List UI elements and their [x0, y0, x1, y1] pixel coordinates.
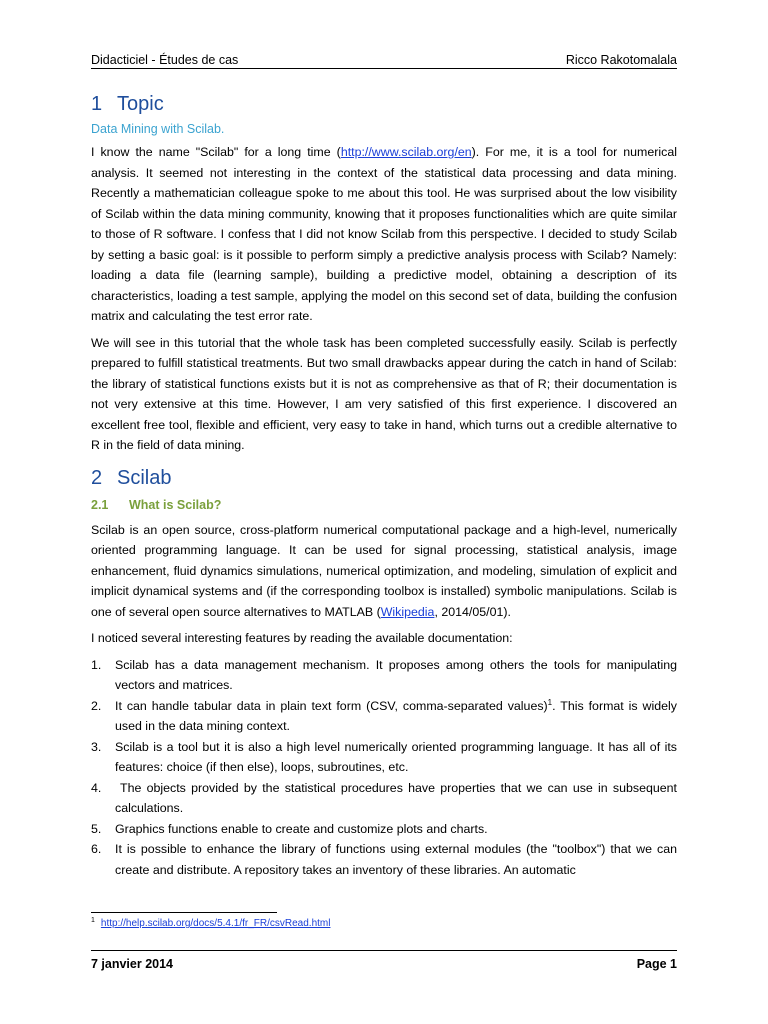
section-2-number: 2	[91, 466, 103, 489]
list-number: 1.	[91, 657, 102, 672]
list-text: . This format is widely used in the data mining context.	[115, 698, 677, 733]
section-1-paragraph-1	[91, 142, 677, 327]
list-number: 5.	[91, 821, 102, 836]
list-text: It is possible to enhance the library of functions using external modules (the "toolbox") that we can create and distribute. A repository takes an inventory of these libraries. An automatic	[115, 842, 677, 877]
header-title: Didacticiel - Études de cas	[91, 53, 239, 67]
page-header	[91, 47, 677, 67]
footnote-ref[interactable]: 1	[547, 697, 553, 707]
subsection-2-1-heading	[91, 498, 677, 512]
paragraph-text: , 2014/05/01).	[434, 604, 511, 619]
footnote	[91, 918, 330, 929]
footnote-rule	[91, 912, 277, 913]
section-1-number: 1	[91, 93, 103, 115]
list-number: 4.	[91, 780, 102, 795]
list-text: It can handle tabular data in plain text form (CSV, comma-separated values)	[115, 698, 548, 713]
paragraph-text: I know the name "Scilab" for a long time (	[91, 145, 341, 159]
list-item	[91, 655, 677, 696]
list-text: Graphics functions enable to create and customize plots and charts.	[115, 821, 488, 836]
list-item	[91, 819, 677, 840]
wikipedia-link[interactable]: Wikipedia	[380, 604, 435, 619]
page-body	[91, 90, 677, 880]
page-number: Page 1	[636, 957, 677, 971]
list-item	[91, 696, 677, 737]
subsection-number: 2.1	[91, 497, 109, 512]
section-2-paragraph-1	[91, 520, 677, 623]
section-2-heading	[91, 464, 677, 492]
section-1-paragraph-2: We will see in this tutorial that the whole task has been completed successfully easily. Scilab is perfectly prepared to fulfill statistical treatments. But two small drawbacks appear during the catch in hand of Scilab: the library of statistical functions exists but it is not as comprehensive as that of R; their documentation is not very extensive at this time. However, I am very satisfied of this first experience. I discovered an excellent free tool, flexible and efficient, very easy to take in hand, which turns out a credible alternative to R in the field of data mining.	[91, 335, 677, 452]
subsection-title: What is Scilab?	[129, 497, 222, 512]
header-rule	[91, 68, 677, 69]
list-number: 3.	[91, 739, 102, 754]
header-author: Ricco Rakotomalala	[565, 53, 677, 67]
page-footer	[91, 957, 677, 971]
section-2-title: Scilab	[117, 466, 172, 489]
footnote-mark: 1	[91, 916, 95, 924]
list-number: 2.	[91, 698, 102, 713]
section-1-subtitle: Data Mining with Scilab.	[91, 122, 225, 136]
list-text: Scilab is a tool but it is also a high level numerically oriented programming language. It has all of its features: choice (if then else), loops, subroutines, etc.	[115, 739, 677, 774]
footnote-link[interactable]: http://help.scilab.org/docs/5.4.1/fr_FR/csvRead.html	[100, 918, 331, 929]
list-item	[91, 737, 677, 778]
list-item	[91, 839, 677, 880]
list-number: 6.	[91, 842, 102, 856]
list-text: The objects provided by the statistical procedures have properties that we can use in subsequent calculations.	[115, 780, 677, 815]
scilab-link[interactable]: http://www.scilab.org/en	[340, 145, 472, 159]
features-list	[91, 655, 677, 881]
list-item	[91, 778, 677, 819]
footer-date: 7 janvier 2014	[91, 957, 174, 971]
section-2-paragraph-2: I noticed several interesting features by reading the available documentation:	[91, 631, 513, 645]
paragraph-text: Scilab is an open source, cross-platform numerical computational package and a high-level, numerically oriented programming language. It can be used for signal processing, statistical analysis, image enhancement, fluid dynamics simulations, numerical optimization, and modeling, simulation of explicit and implicit dynamical systems and (if the corresponding toolbox is installed) symbolic manipulations. Scilab is one of several open source alternatives to MATLAB (	[91, 522, 677, 619]
section-1-heading	[91, 90, 677, 118]
footer-rule	[91, 950, 677, 951]
list-text: Scilab has a data management mechanism. It proposes among others the tools for manipulating vectors and matrices.	[115, 657, 677, 692]
paragraph-text: ). For me, it is a tool for numerical analysis. It seemed not interesting in the context of the statistical data processing and data mining. Recently a mathematician colleague spoke to me about this tool. He was surprised about the low visibility of Scilab within the data mining community, knowing that it proposes functionalities which are quite similar to those of R software. I confess that I did not know Scilab from this perspective. I decided to study Scilab by setting a basic goal: is it possible to perform simply a predictive analysis process with Scilab? Namely: loading a data file (learning sample), building a predictive model, obtaining a description of its characteristics, loading a test sample, applying the model on this second set of data, building the confusion matrix and calculating the test error rate.	[91, 145, 677, 323]
section-1-title: Topic	[117, 93, 164, 115]
